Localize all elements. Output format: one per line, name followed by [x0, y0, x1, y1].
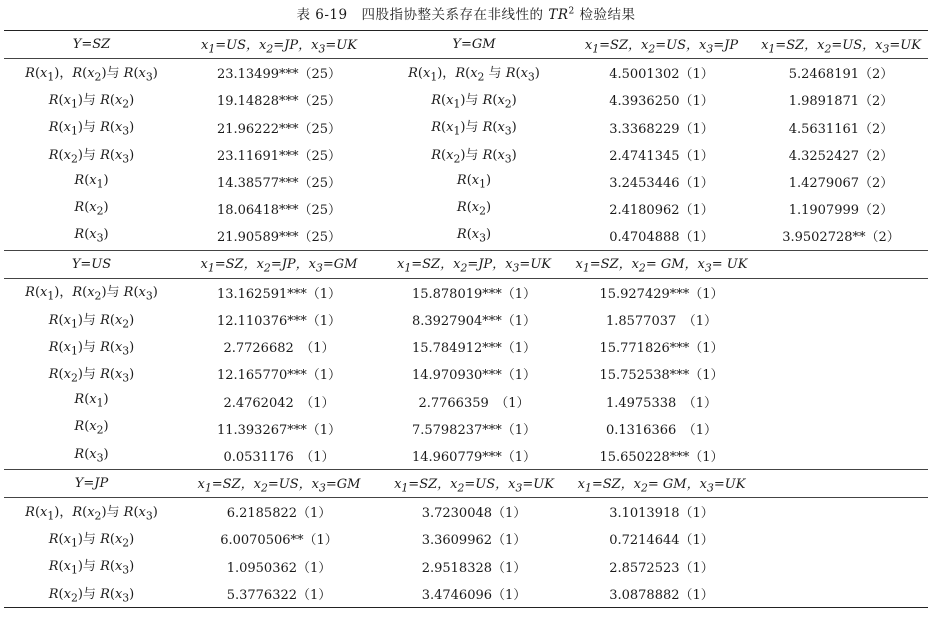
- value-cell: [754, 415, 928, 442]
- value-cell: 0.1316366 （1）: [605, 422, 718, 438]
- row-label-cell: $R(x_1)$与 $R(x_2)$: [48, 532, 135, 550]
- row-label-cell: $R(x_1)$: [74, 172, 109, 191]
- header-cell: [754, 250, 928, 278]
- value-cell: 3.7230048（1）: [421, 506, 527, 522]
- value-cell: 3.0878882（1）: [569, 580, 754, 608]
- table-row: [4, 442, 928, 470]
- value-cell: 2.4180962（1）: [609, 203, 714, 219]
- value-cell: 3.3368229（1）: [609, 121, 714, 137]
- table-row: [4, 415, 928, 442]
- table-row: [4, 278, 928, 306]
- table-row: [4, 222, 928, 250]
- caption-prefix: 表 6-19 四股指协整关系存在非线性的: [296, 7, 549, 23]
- value-cell: 6.0070506**（1）: [220, 533, 338, 549]
- row-label-cell: $R(x_3)$: [74, 446, 109, 465]
- row-label-cell: $R(x_1)$与 $R(x_3)$: [48, 559, 135, 577]
- value-cell: 21.96222***（25）: [216, 121, 342, 137]
- row-label-cell: $R(x_3)$: [74, 227, 109, 245]
- value-cell: 2.7726682 （1）: [223, 341, 335, 357]
- table-row: [4, 168, 928, 195]
- value-cell: 1.4279067（2）: [788, 176, 894, 192]
- value-cell: [754, 525, 928, 552]
- header-cell: $x_1=SZ$，$x_2=$ GM，$x_3=$ UK: [569, 250, 754, 278]
- value-cell: [754, 333, 928, 360]
- caption-superscript: 2: [568, 6, 575, 17]
- value-cell: 15.771826***（1）: [599, 341, 724, 357]
- value-cell: 8.3927904***（1）: [411, 313, 537, 329]
- value-cell: 4.3252427（2）: [788, 148, 894, 164]
- row-label-cell: $R(x_1)$，$R(x_2)$与 $R(x_3)$: [25, 504, 158, 523]
- value-cell: 19.14828***（25）: [216, 94, 342, 110]
- row-label-cell: $R(x_3)$: [456, 227, 492, 245]
- row-label-cell: $R(x_1)$，$R(x_2$ 与 $R(x_3)$: [408, 65, 540, 84]
- value-cell: 3.4746096（1）: [379, 580, 569, 608]
- header-cell: $x_1=SZ$，$x_2=US$，$x_3=JP$: [569, 31, 754, 59]
- table-row: [4, 86, 928, 113]
- value-cell: [754, 580, 928, 608]
- value-cell: 15.784912***（1）: [411, 341, 537, 357]
- row-label-cell: $R(x_2)$与 $R(x_3)$: [48, 147, 135, 166]
- header-cell: $x_1=SZ$，$x_2=US$，$x_3=UK$: [379, 470, 569, 498]
- block-header-row: [4, 250, 928, 278]
- row-label-cell: $R(x_2)$: [74, 419, 109, 438]
- value-cell: 15.650228***（1）: [599, 449, 724, 465]
- row-label-cell: $R(x_1)$与 $R(x_3)$: [48, 120, 135, 138]
- header-cell: Y=SZ: [4, 31, 179, 59]
- value-cell: 23.13499***（25）: [216, 67, 342, 83]
- block-header-row: [4, 31, 928, 59]
- value-cell: 2.4762042 （1）: [223, 395, 335, 411]
- value-cell: 4.5631161（2）: [788, 121, 894, 137]
- row-label-cell: $R(x_2)$: [456, 199, 492, 218]
- table-row: [4, 553, 928, 580]
- value-cell: [754, 360, 928, 387]
- header-cell: $x_1=SZ$，$x_2=JP$，$x_3=UK$: [379, 250, 569, 278]
- value-cell: 2.9518328（1）: [421, 560, 527, 576]
- value-cell: 1.8577037 （1）: [605, 313, 718, 329]
- value-cell: 3.9502728**（2）: [782, 230, 900, 246]
- header-cell: $x_1=US$，$x_2=JP$，$x_3=UK$: [179, 31, 379, 59]
- value-cell: [754, 278, 928, 306]
- value-cell: 12.165770***（1）: [216, 368, 342, 384]
- table-row: [4, 580, 928, 608]
- row-label-cell: $R(x_2)$: [74, 199, 109, 218]
- value-cell: 23.11691***（25）: [216, 148, 342, 164]
- value-cell: 3.2453446（1）: [609, 176, 714, 192]
- value-cell: 1.0950362（1）: [226, 560, 332, 576]
- value-cell: [754, 306, 928, 333]
- header-cell: Y=GM: [379, 31, 569, 59]
- results-table-body: [4, 31, 928, 608]
- value-cell: 5.2468191（2）: [788, 67, 894, 83]
- row-label-cell: $R(x_1)$: [456, 172, 492, 191]
- table-row: [4, 387, 928, 414]
- header-cell: $x_1=SZ$，$x_2=US$，$x_3=UK$: [754, 31, 928, 59]
- header-cell: Y=US: [4, 250, 179, 278]
- row-label-cell: $R(x_1)$与 $R(x_2)$: [431, 93, 517, 111]
- header-cell: $x_1=SZ$，$x_2=US$，$x_3=GM$: [179, 470, 379, 498]
- row-label-cell: $R(x_2)$与 $R(x_3)$: [4, 580, 179, 608]
- value-cell: 1.4975338 （1）: [605, 395, 718, 411]
- value-cell: 2.7766359 （1）: [418, 395, 530, 411]
- header-cell: Y=JP: [4, 470, 179, 498]
- row-label-cell: $R(x_1)$: [74, 392, 109, 410]
- value-cell: 6.2185822（1）: [226, 506, 332, 522]
- table-row: [4, 333, 928, 360]
- table-row: [4, 525, 928, 552]
- value-cell: 14.970930***（1）: [411, 368, 537, 384]
- value-cell: 15.878019***（1）: [411, 286, 537, 302]
- value-cell: [754, 553, 928, 580]
- value-cell: 2.8572523（1）: [609, 560, 714, 576]
- value-cell: 0.7214644（1）: [609, 533, 714, 549]
- row-label-cell: $R(x_1)$与 $R(x_2)$: [48, 312, 135, 331]
- value-cell: 4.3936250（1）: [609, 94, 714, 110]
- value-cell: 0.4704888（1）: [609, 230, 714, 246]
- value-cell: 12.110376***（1）: [216, 313, 342, 329]
- row-label-cell: $R(x_2)$与 $R(x_3)$: [48, 367, 135, 385]
- value-cell: [754, 387, 928, 414]
- header-cell: [754, 470, 928, 498]
- value-cell: 5.3776322（1）: [179, 580, 379, 608]
- table-row: [4, 59, 928, 87]
- value-cell: [754, 442, 928, 470]
- caption-suffix: 检验结果: [574, 7, 636, 23]
- table-row: [4, 360, 928, 387]
- row-label-cell: $R(x_1)$与 $R(x_3)$: [431, 120, 517, 138]
- results-table: [4, 30, 928, 608]
- header-cell: $x_1=SZ$，$x_2=JP$，$x_3=GM$: [179, 250, 379, 278]
- row-label-cell: $R(x_1)$，$R(x_2)$与 $R(x_3)$: [25, 285, 158, 304]
- row-label-cell: $R(x_2)$与 $R(x_3)$: [431, 147, 517, 166]
- value-cell: 11.393267***（1）: [216, 422, 342, 438]
- table-row: [4, 141, 928, 168]
- value-cell: 0.0531176 （1）: [223, 449, 335, 465]
- row-label-cell: $R(x_1)$与 $R(x_3)$: [48, 339, 135, 358]
- table-row: [4, 306, 928, 333]
- value-cell: 2.4741345（1）: [609, 148, 714, 164]
- table-row: [4, 195, 928, 222]
- row-label-cell: $R(x_1)$与 $R(x_2)$: [48, 93, 135, 111]
- value-cell: 15.752538***（1）: [599, 368, 724, 384]
- value-cell: [754, 498, 928, 526]
- caption-tr: TR: [548, 7, 569, 23]
- block-header-row: [4, 470, 928, 498]
- value-cell: 1.9891871（2）: [788, 94, 894, 110]
- value-cell: 3.3609962（1）: [421, 533, 527, 549]
- value-cell: 18.06418***（25）: [216, 203, 342, 219]
- value-cell: 21.90589***（25）: [216, 230, 342, 246]
- value-cell: 15.927429***（1）: [599, 286, 724, 302]
- value-cell: 7.5798237***（1）: [411, 422, 537, 438]
- value-cell: 14.38577***（25）: [216, 176, 342, 192]
- row-label-cell: $R(x_1)$，$R(x_2)$与 $R(x_3)$: [25, 65, 158, 84]
- header-cell: $x_1=SZ$，$x_2=$ GM，$x_3=UK$: [569, 470, 754, 498]
- table-row: [4, 498, 928, 526]
- value-cell: 14.960779***（1）: [411, 449, 537, 465]
- value-cell: 1.1907999（2）: [788, 203, 894, 219]
- value-cell: 13.162591***（1）: [216, 286, 342, 302]
- value-cell: 3.1013918（1）: [609, 506, 714, 522]
- table-row: [4, 114, 928, 141]
- table-caption: [0, 3, 932, 23]
- value-cell: 4.5001302（1）: [609, 67, 714, 83]
